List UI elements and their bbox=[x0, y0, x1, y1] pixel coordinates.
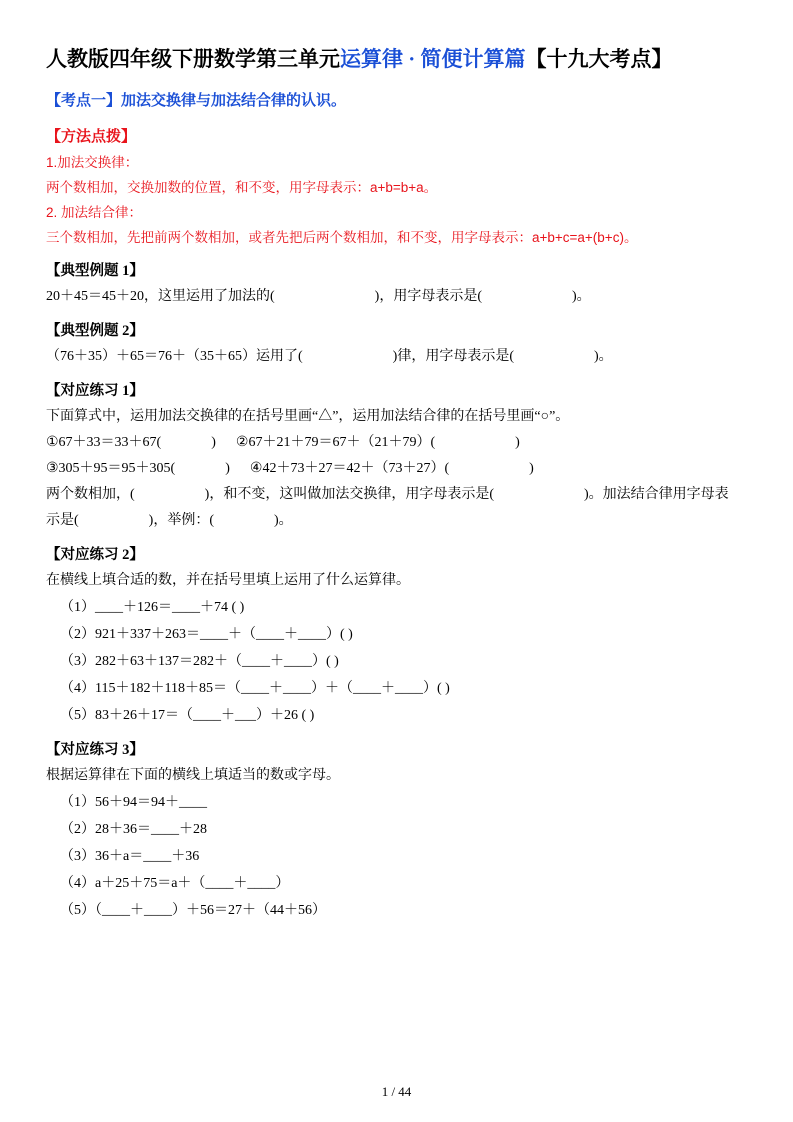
kaodian-1-text: 加法交换律与加法结合律的认识。 bbox=[121, 93, 347, 109]
list-item[interactable]: （3）36＋a＝____＋36 bbox=[60, 849, 200, 864]
list-item[interactable]: （3）282＋63＋137＝282＋（____＋____）( ) bbox=[60, 654, 339, 669]
page-title-part3: 【十九大考点】 bbox=[525, 47, 673, 71]
page-title-part1: 人教版四年级下册数学第三单元 bbox=[46, 47, 340, 71]
practice-1-row-3 bbox=[46, 482, 747, 508]
practice-1-row-1 bbox=[46, 430, 747, 456]
example-2-text-b: )律，用字母表示是( bbox=[392, 349, 514, 364]
example-2-text-a: （76＋35）＋65＝76＋（35＋65）运用了( bbox=[46, 349, 303, 364]
method-line-1: 1.加法交换律： bbox=[46, 155, 139, 170]
list-item[interactable]: （2）921＋337＋263＝____＋（____＋____）( ) bbox=[60, 627, 353, 642]
list-item[interactable]: （1）56＋94＝94＋____ bbox=[60, 795, 207, 810]
method-heading: 【方法点拨】 bbox=[46, 129, 137, 145]
practice-1-row-3-a: 两个数相加，( bbox=[46, 487, 135, 502]
practice-3-intro: 根据运算律在下面的横线上填适当的数或字母。 bbox=[46, 768, 340, 783]
practice-1-item-3-close: ) bbox=[225, 461, 230, 476]
practice-1-row-2 bbox=[46, 456, 747, 482]
example-2-body bbox=[46, 344, 747, 370]
practice-1-item-4-close: ) bbox=[529, 461, 534, 476]
list-item[interactable]: （5）83＋26＋17＝（____＋___）＋26 ( ) bbox=[60, 708, 315, 723]
method-line-2: 两个数相加，交换加数的位置，和不变，用字母表示：a+b=b+a。 bbox=[46, 180, 438, 195]
list-item[interactable]: （4）a＋25＋75＝a＋（____＋____） bbox=[60, 876, 290, 891]
practice-1-row-4-b: )，举例：( bbox=[148, 513, 214, 528]
practice-2-heading: 【对应练习 2】 bbox=[46, 547, 144, 563]
kaodian-1-tag: 【考点一】 bbox=[46, 93, 122, 109]
practice-1-row-3-c: )。加法结合律用字母表 bbox=[584, 487, 729, 502]
practice-1-item-3: ③305＋95＝95＋305( bbox=[46, 461, 176, 476]
example-1-text-a: 20＋45＝45＋20，这里运用了加法的( bbox=[46, 289, 275, 304]
list-item[interactable]: （2）28＋36＝____＋28 bbox=[60, 822, 207, 837]
practice-1-row-4-c: )。 bbox=[274, 513, 293, 528]
list-item[interactable]: （5）（____＋____）＋56＝27＋（44＋56） bbox=[60, 903, 326, 918]
example-1-text-c: )。 bbox=[572, 289, 591, 304]
practice-1-item-1-close: ) bbox=[211, 435, 216, 450]
section-kaodian-1 bbox=[46, 88, 747, 114]
practice-3-heading: 【对应练习 3】 bbox=[46, 742, 144, 758]
practice-1-row-4-a: 示是( bbox=[46, 513, 79, 528]
page-title bbox=[46, 44, 747, 74]
practice-1-intro: 下面算式中，运用加法交换律的在括号里画“△”，运用加法结合律的在括号里画“○”。 bbox=[46, 409, 570, 424]
example-1-heading: 【典型例题 1】 bbox=[46, 263, 144, 279]
method-line-4: 三个数相加，先把前两个数相加，或者先把后两个数相加，和不变，用字母表示：a+b+c=a+(b+c)。 bbox=[46, 230, 638, 245]
practice-1-heading: 【对应练习 1】 bbox=[46, 383, 144, 399]
practice-1-item-1: ①67＋33＝33＋67( bbox=[46, 435, 162, 450]
practice-2-intro: 在横线上填合适的数，并在括号里填上运用了什么运算律。 bbox=[46, 573, 410, 588]
example-2-heading: 【典型例题 2】 bbox=[46, 323, 144, 339]
practice-1-row-4 bbox=[46, 508, 747, 534]
practice-1-item-2: ②67＋21＋79＝67＋（21＋79）( bbox=[235, 435, 436, 450]
list-item[interactable]: （4）115＋182＋118＋85＝（____＋____）＋（____＋____）( ) bbox=[60, 681, 450, 696]
list-item[interactable]: （1）____＋126＝____＋74 ( ) bbox=[60, 600, 245, 615]
example-2-text-c: )。 bbox=[594, 349, 613, 364]
practice-1-row-3-b: )，和不变，这叫做加法交换律，用字母表示是( bbox=[204, 487, 494, 502]
practice-1-item-2-close: ) bbox=[515, 435, 520, 450]
page-title-part2: 运算律 · 简便计算篇 bbox=[340, 47, 526, 71]
practice-1-item-4: ④42＋73＋27＝42＋（73＋27）( bbox=[249, 461, 450, 476]
page-number: 1 / 44 bbox=[381, 1084, 412, 1099]
method-line-3: 2. 加法结合律： bbox=[46, 205, 143, 220]
example-1-text-b: )，用字母表示是( bbox=[374, 289, 482, 304]
example-1-body bbox=[46, 284, 747, 310]
